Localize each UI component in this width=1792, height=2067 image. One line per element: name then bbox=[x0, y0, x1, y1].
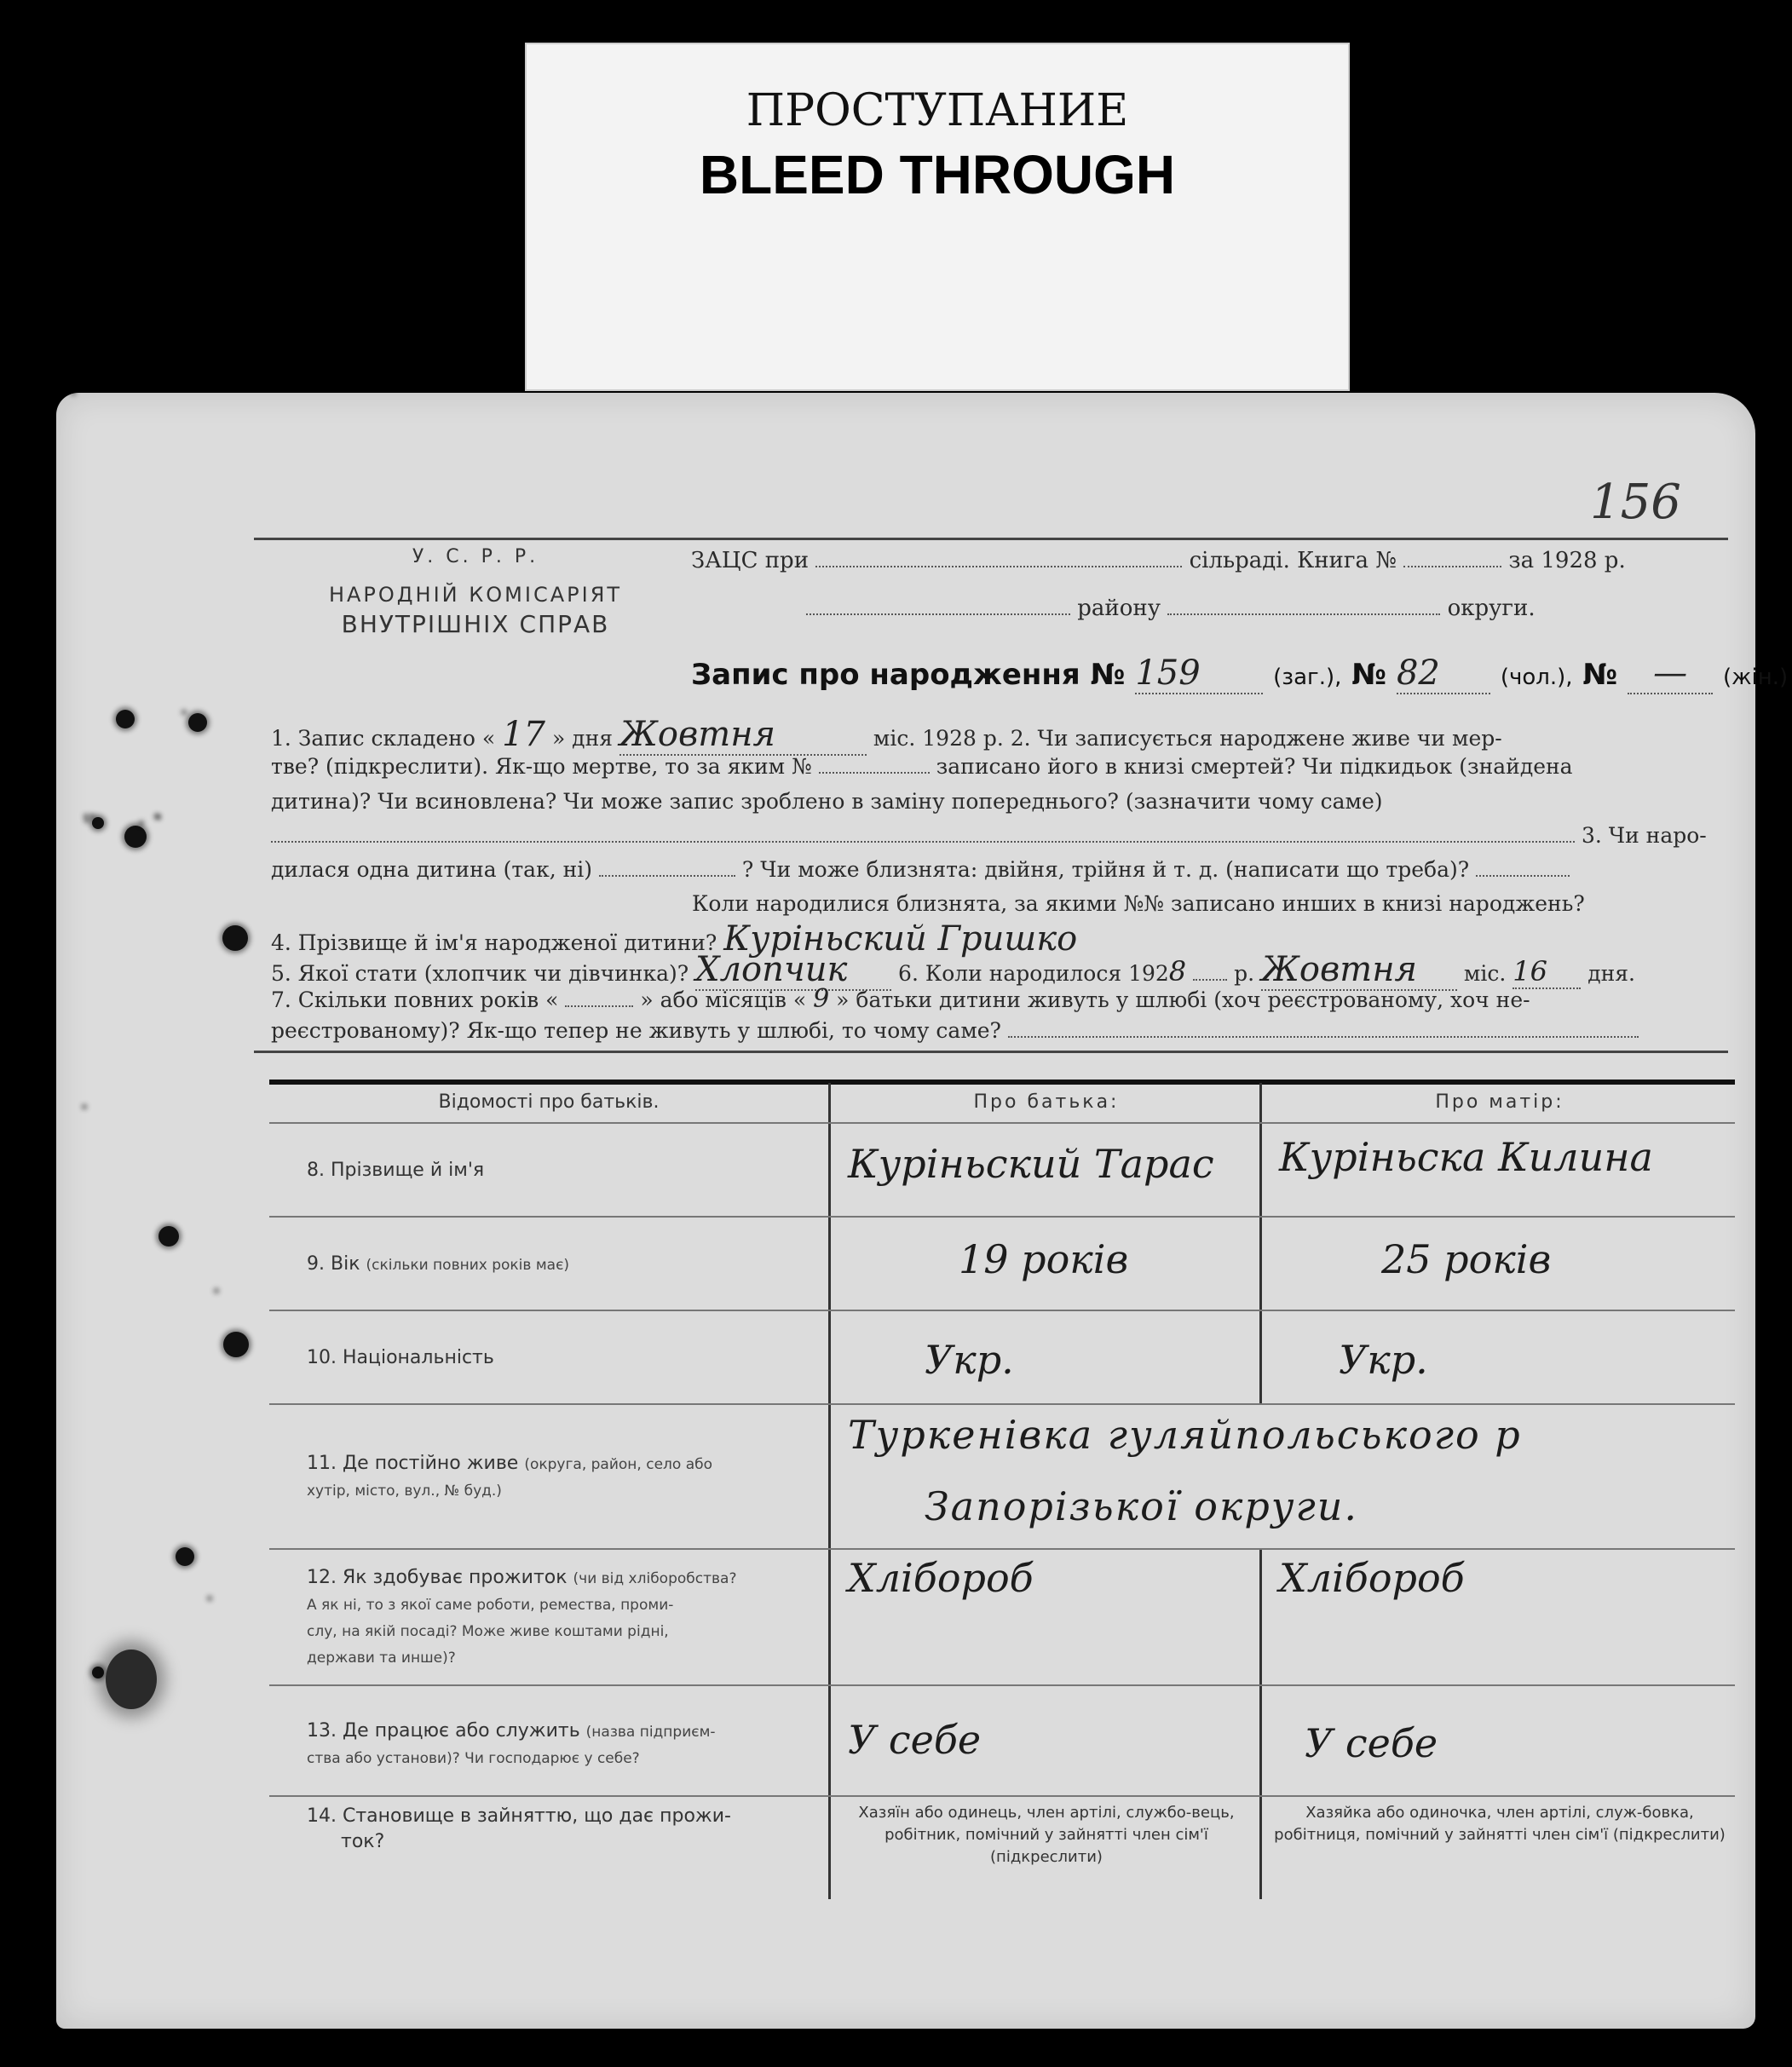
row-label-cell bbox=[269, 1218, 828, 1311]
q2-death-book-blank bbox=[819, 772, 930, 774]
q7-suffix: » батьки дитини живуть у шлюбі (хоч реєстрованому, хоч не- bbox=[836, 987, 1530, 1012]
row-13-label-main: 13. Де працює або служить bbox=[307, 1720, 580, 1742]
q6-mis: міс. bbox=[1463, 961, 1507, 986]
father-occupation: Хлібороб bbox=[848, 1555, 1034, 1601]
table-row bbox=[269, 1684, 1735, 1797]
q7-months: 9 bbox=[813, 984, 830, 1014]
row-label-cell bbox=[269, 1686, 828, 1797]
mother-cell bbox=[1259, 1797, 1737, 1899]
q7-prefix: 7. Скільки повних років « bbox=[271, 987, 559, 1012]
row-12-label bbox=[307, 1565, 736, 1671]
mother-age: 25 років bbox=[1381, 1236, 1552, 1282]
table-header-row bbox=[269, 1083, 1735, 1122]
page-number: 156 bbox=[1590, 475, 1681, 530]
q3-single-blank bbox=[599, 875, 735, 877]
father-age: 19 років bbox=[959, 1236, 1129, 1282]
row-14-label-main: 14. Становище в зайняттю, що дає прожи- bbox=[307, 1805, 731, 1827]
address-cell bbox=[828, 1405, 1737, 1550]
mother-status-options: Хазяйка або одиночка, член артілі, служ-бовка, робітниця, помічний у зайнятті член сім'ї (підкреслити) bbox=[1274, 1804, 1726, 1844]
question-3-tail bbox=[271, 823, 1707, 848]
zags-prefix: ЗАЦС при bbox=[691, 548, 810, 573]
row-13-label-small: (назва підприєм- bbox=[585, 1724, 716, 1741]
header-cell-info bbox=[269, 1083, 828, 1122]
record-title bbox=[691, 653, 1788, 694]
q2-line2b: записано його в книзі смертей? Чи підкидьок (знайдена bbox=[936, 754, 1573, 779]
q1-month: Жовтня bbox=[619, 715, 867, 756]
row-12-label-small: (чи від хліборобства? bbox=[573, 1570, 737, 1587]
row-9-label-main: 9. Вік bbox=[307, 1253, 360, 1275]
header-cell-mother bbox=[1259, 1083, 1737, 1122]
row-12-label-line2: А як ні, то з якої саме роботи, ремества, проми- bbox=[307, 1597, 674, 1614]
q4-label: 4. Прізвище й ім'я народженої дитини? bbox=[271, 930, 717, 955]
q7-years-blank bbox=[565, 1005, 633, 1007]
row-8-label: 8. Прізвище й ім'я bbox=[307, 1160, 485, 1181]
damage-stain bbox=[106, 1650, 157, 1709]
commissariat-line1: НАРОДНІЙ КОМІСАРІЯТ bbox=[328, 583, 623, 607]
female-number: — bbox=[1628, 653, 1713, 694]
q6-r: р. bbox=[1234, 961, 1255, 986]
mother-workplace: У себе bbox=[1305, 1720, 1438, 1766]
row-13-label bbox=[307, 1719, 716, 1771]
female-suffix: (жін.) bbox=[1722, 665, 1789, 690]
binding-hole bbox=[158, 1226, 179, 1247]
table-row bbox=[269, 1310, 1735, 1405]
q3-tail: 3. Чи наро- bbox=[1581, 823, 1707, 848]
ussr-label: У. С. Р. Р. bbox=[412, 546, 539, 567]
q6-label: 6. Коли народилося 192 bbox=[898, 961, 1169, 986]
q7-line2: реєстрованому)? Як-що тепер не живуть у шлюбі, то чому саме? bbox=[271, 1018, 1001, 1043]
village-council-label: сільраді. Книга № bbox=[1189, 548, 1397, 573]
father-workplace: У себе bbox=[848, 1717, 982, 1763]
row-9-label-small: (скільки повних років має) bbox=[366, 1257, 570, 1274]
bleed-through-label-card bbox=[525, 43, 1350, 391]
row-12-label-line3: слу, на якій посаді? Може живе коштами рідні, bbox=[307, 1623, 669, 1640]
district-blank-left bbox=[806, 613, 1070, 615]
male-suffix: (чол.), bbox=[1500, 665, 1573, 690]
table-row bbox=[269, 1216, 1735, 1311]
row-label-cell bbox=[269, 1311, 828, 1405]
q6-month: Жовтня bbox=[1261, 950, 1457, 991]
label-card-line2: BLEED THROUGH bbox=[699, 144, 1176, 205]
header-info-label: Відомості про батьків. bbox=[438, 1091, 660, 1113]
zags-line bbox=[691, 548, 1626, 573]
mother-cell bbox=[1259, 1218, 1737, 1311]
q2-reason-blank bbox=[271, 841, 1575, 843]
q6-year-blank bbox=[1193, 979, 1227, 981]
record-year: за 1928 р. bbox=[1508, 548, 1626, 573]
record-title-label: Запис про народження № bbox=[691, 658, 1126, 692]
father-nationality: Укр. bbox=[925, 1337, 1014, 1383]
address-line2: Запорізької округи. bbox=[925, 1483, 1358, 1529]
binding-hole bbox=[116, 710, 135, 728]
q3-line-b: ? Чи може близнята: двійня, трійня й т. д. (написати що треба)? bbox=[741, 857, 1470, 882]
binding-hole bbox=[222, 925, 248, 951]
row-12-label-main: 12. Як здобуває прожиток bbox=[307, 1567, 568, 1588]
row-label-cell bbox=[269, 1797, 828, 1899]
q7-mid: » або місяців « bbox=[640, 987, 807, 1012]
question-7-line bbox=[271, 984, 1530, 1014]
question-3-twins: Коли народилися близнята, за якими №№ записано инших в книзі народжень? bbox=[692, 891, 1585, 916]
mother-cell bbox=[1259, 1311, 1737, 1405]
father-cell bbox=[828, 1550, 1262, 1686]
mother-name: Куріньска Килина bbox=[1279, 1134, 1653, 1180]
binding-hole bbox=[188, 713, 207, 732]
row-11-label-main: 11. Де постійно живе bbox=[307, 1453, 519, 1474]
binding-hole bbox=[92, 817, 104, 829]
father-cell bbox=[828, 1686, 1262, 1797]
total-suffix: (заг.), bbox=[1273, 665, 1342, 690]
mother-cell bbox=[1259, 1124, 1737, 1218]
district-line bbox=[806, 596, 1536, 621]
address-line1: Туркенівка гуляйпольського р bbox=[848, 1412, 1522, 1458]
question-1-line bbox=[271, 715, 1502, 756]
label-card-line1: ПРОСТУПАНИЕ bbox=[746, 85, 1129, 136]
table-row bbox=[269, 1403, 1735, 1550]
header-top-rule bbox=[254, 538, 1728, 540]
row-11-label-small: (округа, район, село або bbox=[524, 1456, 712, 1473]
row-10-label: 10. Національність bbox=[307, 1347, 494, 1368]
row-11-label bbox=[307, 1451, 712, 1504]
district-label: району bbox=[1077, 596, 1161, 621]
q4-child-name: Куріньский Гришко bbox=[723, 919, 1078, 959]
mother-occupation: Хлібороб bbox=[1279, 1555, 1465, 1601]
q1-mid: » дня bbox=[551, 726, 614, 751]
row-12-label-line4: держави та инше)? bbox=[307, 1650, 456, 1667]
mother-cell bbox=[1259, 1686, 1737, 1797]
header-mother-label: Про матір: bbox=[1435, 1091, 1564, 1113]
q6-dnia: дня. bbox=[1587, 961, 1635, 986]
issuer-block bbox=[254, 546, 697, 638]
father-cell bbox=[828, 1311, 1262, 1405]
q2-line2: тве? (підкреслити). Як-що мертве, то за яким № bbox=[271, 754, 812, 779]
question-2-line3: дитина)? Чи всиновлена? Чи може запис зроблено в заміну попереднього? (зазначити чому саме) bbox=[271, 789, 1383, 814]
binding-hole bbox=[124, 826, 147, 848]
table-row bbox=[269, 1122, 1735, 1218]
table-row bbox=[269, 1795, 1735, 1899]
q6-day: 16 bbox=[1513, 955, 1581, 989]
question-3-line bbox=[271, 857, 1570, 882]
commissariat-line2: ВНУТРІШНІХ СПРАВ bbox=[341, 610, 610, 638]
father-cell bbox=[828, 1218, 1262, 1311]
father-cell bbox=[828, 1797, 1262, 1899]
row-14-label-line2: ток? bbox=[341, 1831, 385, 1852]
q7-reason-blank bbox=[1008, 1036, 1639, 1038]
q5-label: 5. Якої стати (хлопчик чи дівчинка)? bbox=[271, 961, 689, 986]
header-bottom-rule bbox=[254, 1051, 1728, 1053]
q5-sex: Хлопчик bbox=[695, 950, 891, 991]
table-row bbox=[269, 1548, 1735, 1686]
birth-record-sheet bbox=[56, 393, 1789, 2029]
q1-day: 17 bbox=[502, 715, 545, 754]
row-11-label-line2: хутір, місто, вул., № буд.) bbox=[307, 1483, 502, 1500]
header-father-label: Про батька: bbox=[973, 1091, 1120, 1113]
father-cell bbox=[828, 1124, 1262, 1218]
district-blank-right bbox=[1167, 613, 1440, 615]
q3-twins-blank bbox=[1476, 875, 1570, 877]
q1-suffix: міс. 1928 р. 2. Чи записується народжене живе чи мер- bbox=[873, 726, 1502, 751]
question-2-line bbox=[271, 754, 1573, 779]
male-number-label: № bbox=[1351, 658, 1387, 692]
binding-hole bbox=[92, 1667, 104, 1678]
female-number-label: № bbox=[1582, 658, 1618, 692]
q3-line: дилася одна дитина (так, ні) bbox=[271, 857, 593, 882]
zags-blank bbox=[815, 566, 1182, 567]
row-label-cell bbox=[269, 1550, 828, 1686]
male-number: 82 bbox=[1397, 653, 1490, 694]
okruha-label: округи. bbox=[1447, 596, 1536, 621]
question-7-line2 bbox=[271, 1018, 1639, 1043]
father-name: Куріньский Тарас bbox=[848, 1141, 1214, 1187]
q1-prefix: 1. Запис складено « bbox=[271, 726, 496, 751]
binding-hole bbox=[223, 1332, 249, 1357]
mother-cell bbox=[1259, 1550, 1737, 1686]
row-13-label-line2: ства або установи)? Чи господарює у себе? bbox=[307, 1750, 640, 1767]
total-number: 159 bbox=[1135, 653, 1263, 694]
father-status-options: Хазяїн або одинець, член артілі, службо-вець, робітник, помічний у зайнятті член сім'ї (підкреслити) bbox=[858, 1804, 1235, 1866]
header-cell-father bbox=[828, 1083, 1262, 1122]
book-number-blank bbox=[1403, 566, 1501, 567]
mother-nationality: Укр. bbox=[1339, 1337, 1428, 1383]
row-label-cell bbox=[269, 1124, 828, 1218]
row-14-label bbox=[307, 1804, 731, 1855]
row-9-label bbox=[307, 1252, 569, 1278]
row-label-cell bbox=[269, 1405, 828, 1550]
binding-hole bbox=[176, 1547, 194, 1566]
q6-year-digit: 8 bbox=[1168, 955, 1187, 987]
